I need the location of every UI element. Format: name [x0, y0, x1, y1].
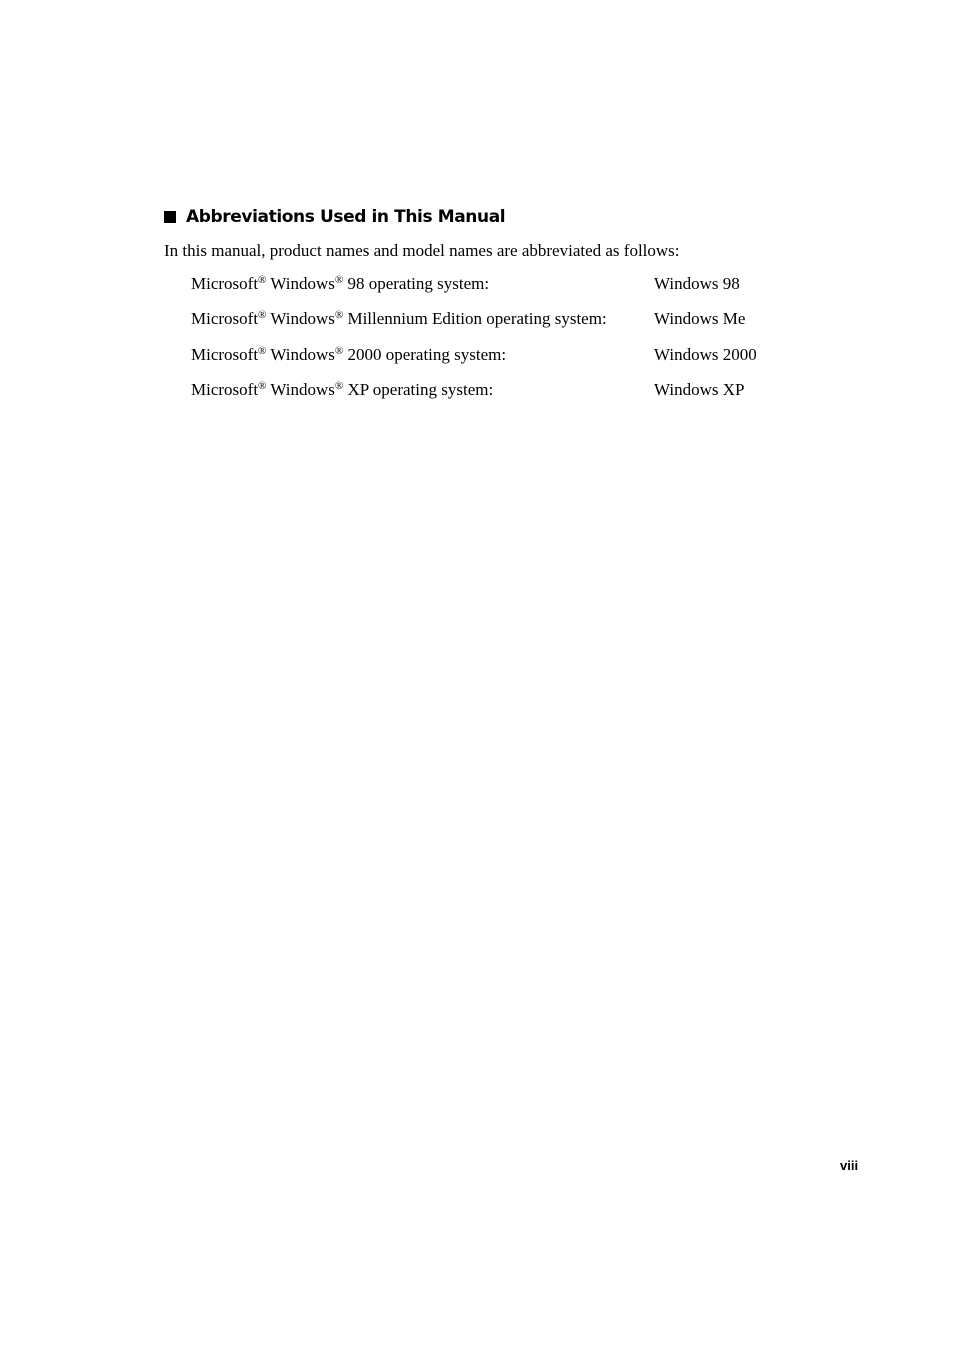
brand-name: Microsoft	[191, 344, 259, 364]
registered-mark: ®	[334, 309, 344, 322]
abbreviated-name: Windows Me	[654, 309, 746, 329]
registered-mark: ®	[258, 344, 267, 357]
full-product-name	[191, 274, 489, 294]
brand-name: Microsoft	[191, 309, 259, 329]
section-title: Abbreviations Used in This Manual	[186, 207, 506, 227]
brand-name: Microsoft	[191, 379, 259, 399]
registered-mark: ®	[258, 379, 267, 392]
abbreviated-name: Windows 98	[654, 274, 740, 293]
brand-name: Microsoft	[191, 274, 259, 293]
registered-mark: ®	[334, 344, 344, 357]
registered-mark: ®	[258, 274, 267, 286]
product-description: Millennium Edition operating system:	[347, 309, 607, 329]
intro-paragraph: In this manual, product names and model names are abbreviated as follows:	[164, 241, 680, 260]
product-description: 2000 operating system:	[347, 344, 507, 364]
full-product-name	[191, 309, 607, 329]
registered-mark: ®	[258, 309, 267, 322]
filled-square-icon	[164, 211, 176, 223]
abbreviation-row	[191, 309, 791, 344]
product-description: XP operating system:	[347, 379, 494, 399]
registered-mark: ®	[334, 274, 344, 286]
abbreviation-row	[191, 380, 791, 415]
product-name: Windows	[270, 274, 335, 293]
abbreviated-name: Windows 2000	[654, 344, 757, 364]
full-product-name	[191, 345, 506, 365]
abbreviation-row	[191, 345, 791, 380]
product-description: 98 operating system:	[347, 274, 490, 293]
abbreviation-list	[191, 274, 791, 415]
registered-mark: ®	[334, 379, 344, 392]
page-number: viii	[840, 1158, 859, 1173]
product-name: Windows	[270, 379, 335, 399]
full-product-name	[191, 380, 493, 400]
product-name: Windows	[270, 344, 335, 364]
section-heading	[164, 207, 505, 227]
product-name: Windows	[270, 309, 335, 329]
abbreviated-name: Windows XP	[654, 379, 745, 399]
abbreviation-row	[191, 274, 791, 309]
